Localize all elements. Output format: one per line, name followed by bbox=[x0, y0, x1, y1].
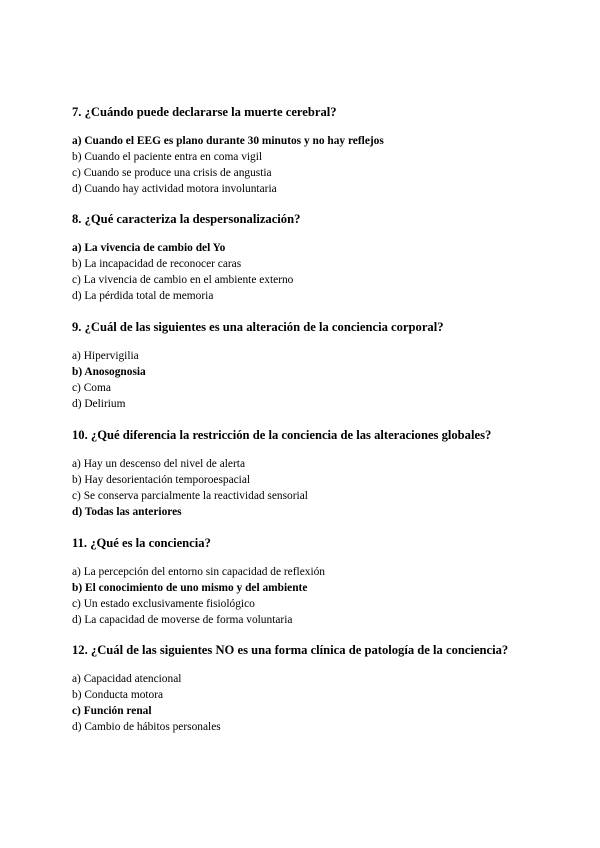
answer-options bbox=[72, 456, 542, 520]
answer-option-a: a) Hipervigilia bbox=[72, 350, 139, 362]
answer-options bbox=[72, 348, 542, 412]
question-9 bbox=[72, 319, 542, 412]
answer-option-d: d) Cuando hay actividad motora involuntaria bbox=[72, 183, 277, 195]
question-7 bbox=[72, 104, 542, 197]
answer-options bbox=[72, 240, 542, 304]
answer-options bbox=[72, 671, 542, 735]
question-12 bbox=[72, 642, 542, 735]
answer-option-a: a) Cuando el EEG es plano durante 30 minutos y no hay reflejos bbox=[72, 135, 384, 147]
question-title: 10. ¿Qué diferencia la restricción de la conciencia de las alteraciones globales? bbox=[72, 428, 492, 442]
question-10 bbox=[72, 427, 542, 520]
answer-option-a: a) Capacidad atencional bbox=[72, 673, 182, 685]
answer-option-d: d) La capacidad de moverse de forma voluntaria bbox=[72, 614, 293, 626]
answer-option-a: a) La vivencia de cambio del Yo bbox=[72, 242, 226, 254]
answer-option-c: c) Cuando se produce una crisis de angustia bbox=[72, 167, 272, 179]
answer-option-b: b) Anosognosia bbox=[72, 366, 146, 378]
question-title: 7. ¿Cuándo puede declararse la muerte cerebral? bbox=[72, 105, 337, 119]
answer-option-b: b) Conducta motora bbox=[72, 689, 164, 701]
answer-option-b: b) La incapacidad de reconocer caras bbox=[72, 258, 242, 270]
answer-option-a: a) La percepción del entorno sin capacidad de reflexión bbox=[72, 566, 326, 578]
answer-option-c: c) Coma bbox=[72, 382, 111, 394]
answer-option-c: c) Un estado exclusivamente fisiológico bbox=[72, 598, 255, 610]
answer-options bbox=[72, 564, 542, 628]
answer-option-d: d) Cambio de hábitos personales bbox=[72, 721, 221, 733]
answer-option-a: a) Hay un descenso del nivel de alerta bbox=[72, 458, 246, 470]
question-title: 12. ¿Cuál de las siguientes NO es una forma clínica de patología de la conciencia? bbox=[72, 643, 509, 657]
question-11 bbox=[72, 535, 542, 628]
answer-option-b: b) Hay desorientación temporoespacial bbox=[72, 474, 251, 486]
answer-option-c: c) Función renal bbox=[72, 705, 152, 717]
answer-option-c: c) Se conserva parcialmente la reactividad sensorial bbox=[72, 490, 308, 502]
question-title: 9. ¿Cuál de las siguientes es una alteración de la conciencia corporal? bbox=[72, 320, 444, 334]
question-title: 8. ¿Qué caracteriza la despersonalización? bbox=[72, 212, 301, 226]
answer-option-b: b) El conocimiento de uno mismo y del ambiente bbox=[72, 582, 308, 594]
question-8 bbox=[72, 211, 542, 304]
answer-option-c: c) La vivencia de cambio en el ambiente externo bbox=[72, 274, 294, 286]
answer-option-d: d) Delirium bbox=[72, 398, 126, 410]
answer-options bbox=[72, 133, 542, 197]
answer-option-d: d) Todas las anteriores bbox=[72, 506, 182, 518]
question-title: 11. ¿Qué es la conciencia? bbox=[72, 536, 211, 550]
answer-option-d: d) La pérdida total de memoria bbox=[72, 290, 214, 302]
answer-option-b: b) Cuando el paciente entra en coma vigil bbox=[72, 151, 263, 163]
